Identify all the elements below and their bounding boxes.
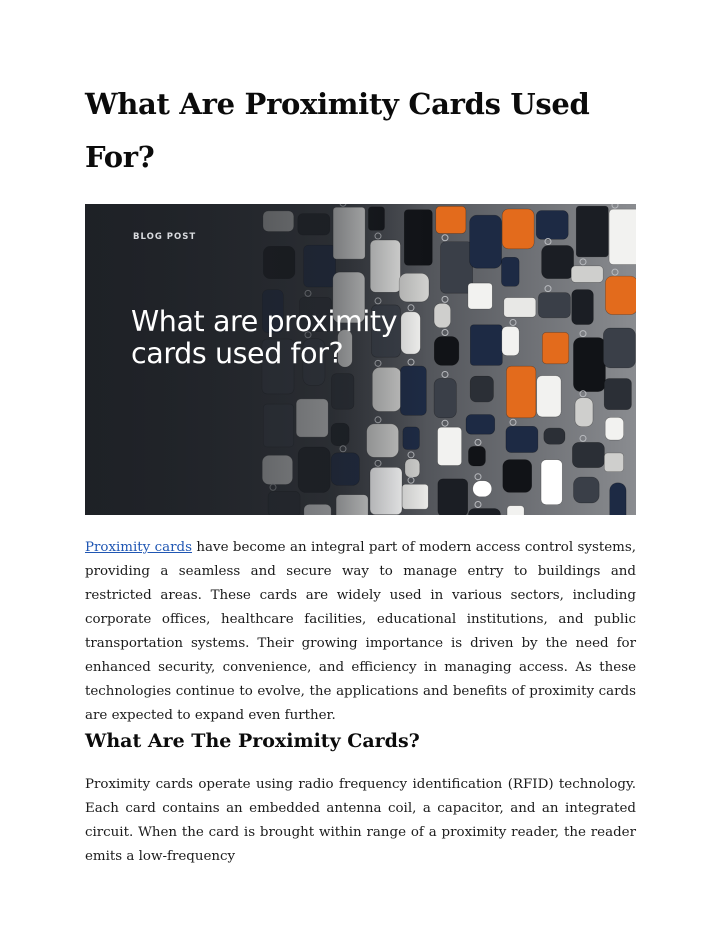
intro-text: have become an integral part of modern access control systems, providing a seamless and secure way to manage entry to buildings and restricted areas. These cards are widely used in various sectors, including corporate offices, healthcare facilities, educational institutions, and public transportation systems. Their growing importance is driven by the need for enhanced security, convenience, and efficiency in managing access. As these technologies continue to evolve, the applications and benefits of proximity cards are expected to expand even further. [85,540,636,723]
section-paragraph: Proximity cards operate using radio frequency identification (RFID) technology. Each card contains an embedded antenna coil, a capacitor, and an integrated circuit. When the card is brought within range of a proximity reader, the reader emits a low-frequency [85,777,636,864]
proximity-cards-link[interactable]: Proximity cards [85,540,192,555]
hero-tag: BLOG POST [133,232,197,242]
intro-paragraph [85,536,636,728]
hero-image [85,204,636,515]
hero-headline: What are proximity cards used for? [131,305,398,370]
article-title: What Are Proximity Cards Used For? [85,87,590,174]
section-heading: What Are The Proximity Cards? [85,730,420,752]
